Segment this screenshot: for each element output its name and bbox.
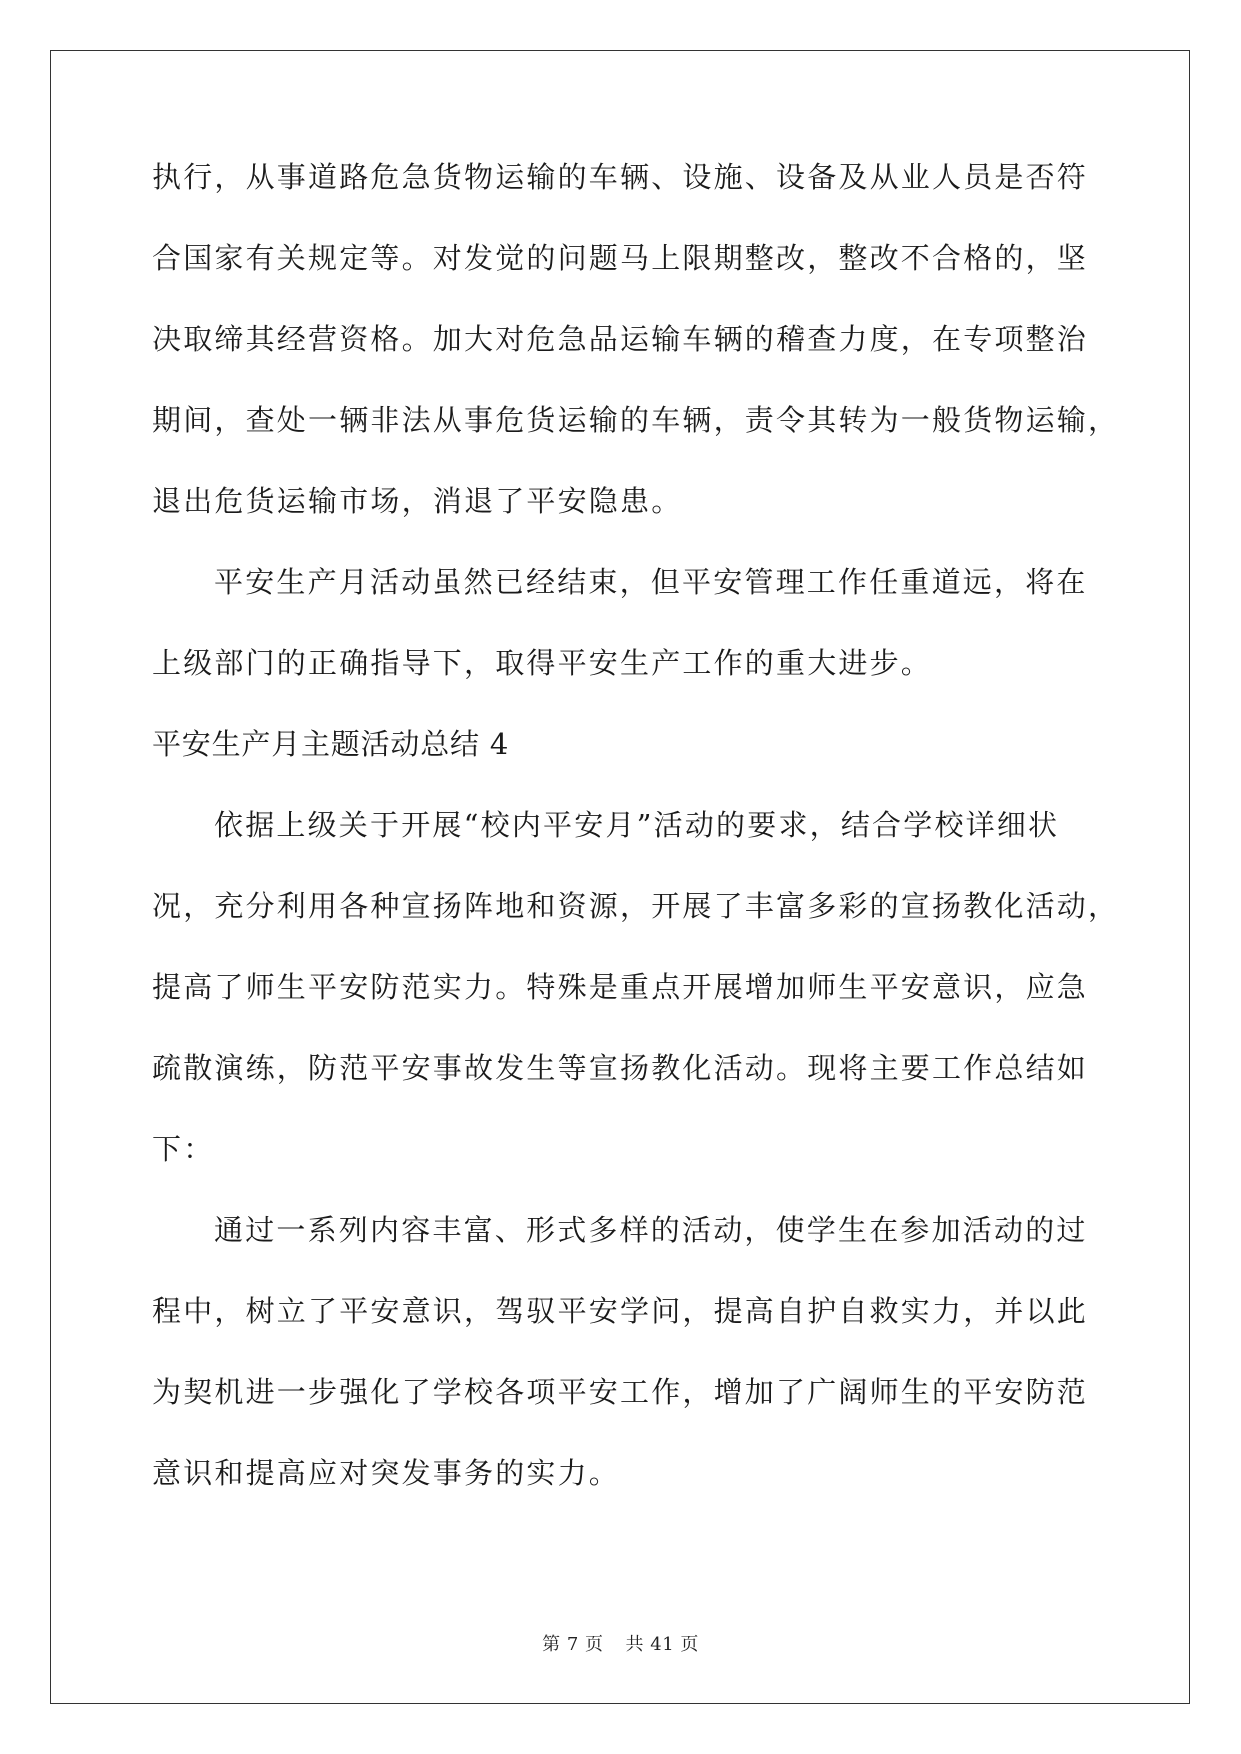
page-number: 第 7 页 — [542, 1634, 604, 1655]
text-line: 意识和提高应对突发事务的实力。 — [152, 1456, 621, 1490]
text-line: 况，充分利用各种宣扬阵地和资源，开展了丰富多彩的宣扬教化活动， — [152, 889, 1120, 923]
text-line: 决取缔其经营资格。加大对危急品运输车辆的稽查力度，在专项整治 — [152, 322, 1089, 356]
text-line: 执行，从事道路危急货物运输的车辆、设施、设备及从业人员是否符 — [152, 160, 1089, 194]
text-line: 上级部门的正确指导下，取得平安生产工作的重大进步。 — [152, 646, 933, 680]
text-line: 下： — [152, 1132, 215, 1166]
text-line: 期间，查处一辆非法从事危货运输的车辆，责令其转为一般货物运输， — [152, 403, 1120, 437]
paragraph-start-line: 通过一系列内容丰富、形式多样的活动，使学生在参加活动的过 — [214, 1213, 1088, 1247]
text-line: 程中，树立了平安意识，驾驭平安学问，提高自护自救实力，并以此 — [152, 1294, 1089, 1328]
page-footer — [0, 1630, 1241, 1656]
text-line: 退出危货运输市场，消退了平安隐患。 — [152, 484, 683, 518]
paragraph-start-line: 平安生产月活动虽然已经结束，但平安管理工作任重道远，将在 — [214, 565, 1088, 599]
document-body — [152, 160, 1120, 1537]
paragraph-start-line: 依据上级关于开展“校内平安月”活动的要求，结合学校详细状 — [214, 808, 1060, 842]
text-line: 疏散演练，防范平安事故发生等宣扬教化活动。现将主要工作总结如 — [152, 1051, 1089, 1085]
text-line: 提高了师生平安防范实力。特殊是重点开展增加师生平安意识，应急 — [152, 970, 1089, 1004]
section-heading: 平安生产月主题活动总结 4 — [152, 727, 510, 761]
text-line: 为契机进一步强化了学校各项平安工作，增加了广阔师生的平安防范 — [152, 1375, 1089, 1409]
text-line: 合国家有关规定等。对发觉的问题马上限期整改，整改不合格的，坚 — [152, 241, 1089, 275]
page-total: 共 41 页 — [625, 1634, 699, 1655]
